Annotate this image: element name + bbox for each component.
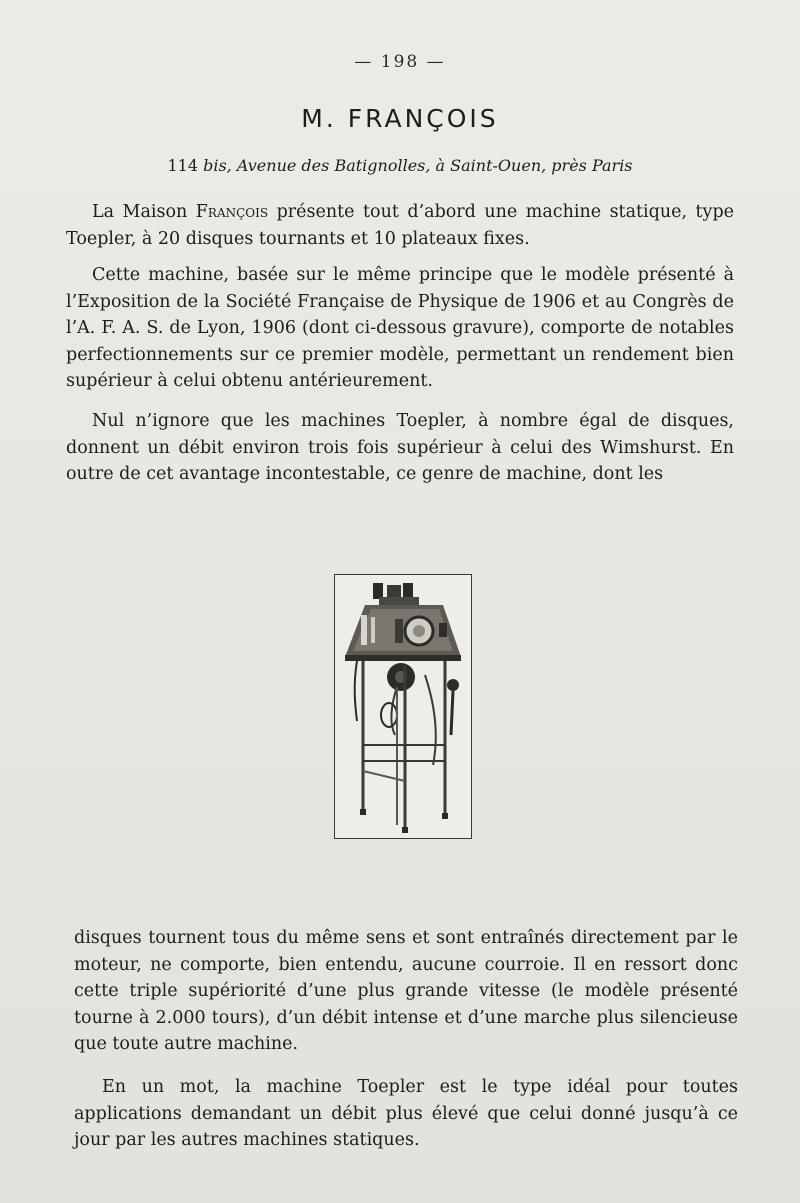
address-line (0, 156, 800, 175)
company-name-smallcaps: François (195, 202, 269, 222)
paragraph-3: Nul n’ignore que les machines Toepler, à nombre égal de disques, donnent un débit environ trois fois supérieur à celui des Wimshurst. En outre de cet avantage incontestable, ce genre de machine, dont les (66, 411, 734, 484)
page-title: M. FRANÇOIS (301, 104, 499, 133)
paragraph-1 (66, 199, 734, 252)
page-number: — 198 — (354, 52, 446, 72)
address-number: 114 (167, 156, 199, 175)
toepler-machine-icon (335, 575, 471, 838)
paragraph-4: disques tournent tous du même sens et sont entraînés directement par le moteur, ne comporte, bien entendu, aucune courroie. Il en ressort donc cette triple supériorité d’une plus grande vitesse (le modèle présenté tourne à 2.000 tours), d’un débit intense et d’une marche plus silencieuse que toute autre machine. (74, 928, 738, 1054)
paragraph-5: En un mot, la machine Toepler est le type idéal pour toutes applications demandant un débit plus élevé que celui donné jusqu’à ce jour par les autres machines statiques. (74, 1077, 738, 1150)
address-text: bis, Avenue des Batignolles, à Saint-Ouen, près Paris (203, 156, 633, 175)
paragraph-1-text: présente tout d’abord une machine statique, type Toepler, à 20 disques tournants et 10 plateaux fixes. (66, 202, 735, 249)
paragraph-2: Cette machine, basée sur le même principe que le modèle présenté à l’Exposition de la Société Française de Physique de 1906 et au Congrès de l’A. F. A. S. de Lyon, 1906 (dont ci-dessous gravure), comporte de notables perfectionnements sur ce premier modèle, permettant un rendement bien supérieur à celui obtenu antérieurement. (66, 265, 734, 391)
paragraph-1-prefix: La Maison (92, 202, 196, 222)
machine-engraving-figure (334, 574, 472, 839)
